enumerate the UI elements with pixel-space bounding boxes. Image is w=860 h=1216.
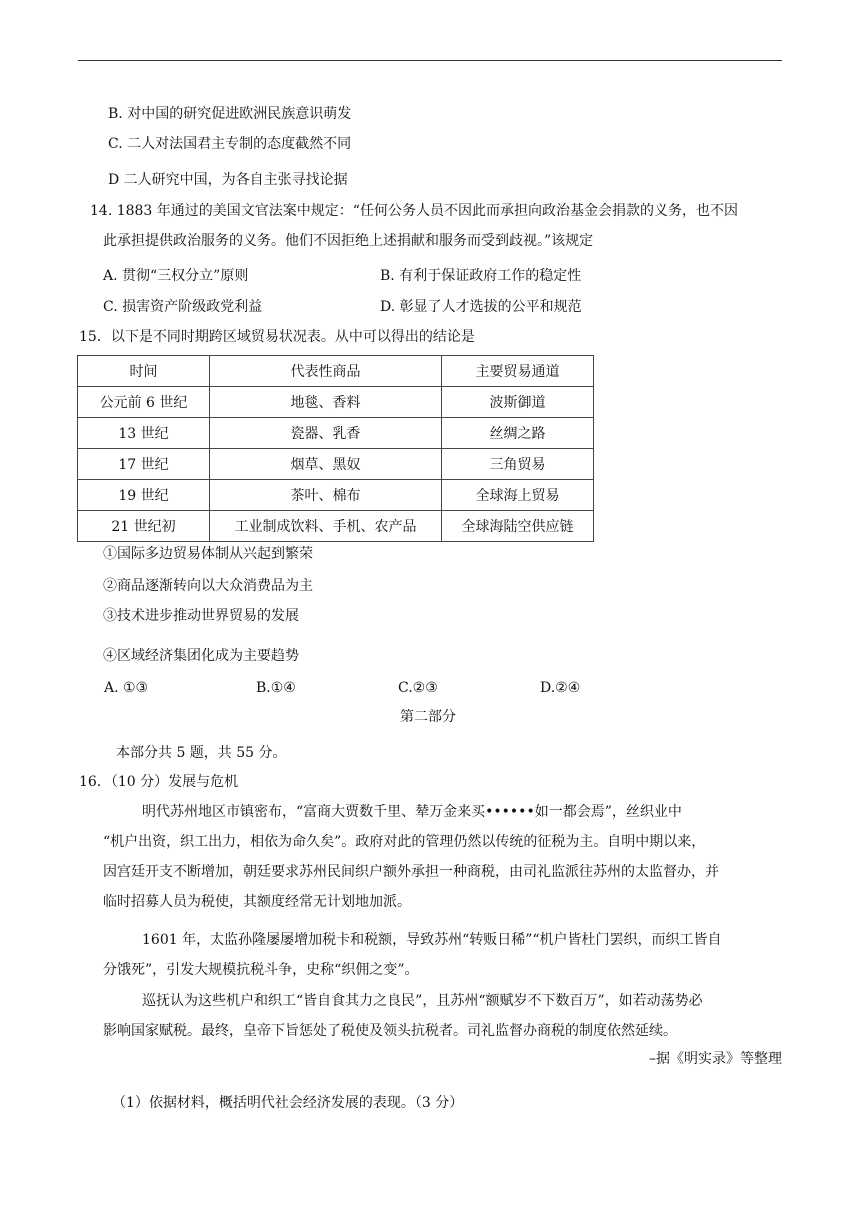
q15-stem: 15．以下是不同时期跨区域贸易状况表。从中可以得出的结论是 bbox=[79, 329, 475, 345]
table-cell: 17 世纪 bbox=[78, 449, 210, 480]
q15-option-a: A. ①③ bbox=[104, 680, 149, 696]
q13-option-d: D 二人研究中国，为各自主张寻找论据 bbox=[108, 172, 348, 188]
table-row bbox=[78, 480, 594, 511]
table-cell: 烟草、黑奴 bbox=[210, 449, 442, 480]
q16-p3-line1: 巡抚认为这些机户和织工“皆自食其力之良民”，且苏州“额赋岁不下数百万”，如若动荡势必 bbox=[142, 993, 703, 1009]
table-header-row bbox=[78, 356, 594, 387]
table-header: 主要贸易通道 bbox=[442, 356, 594, 387]
q16-p2-line2: 分饿死”，引发大规模抗税斗争，史称“织佣之变”。 bbox=[103, 962, 419, 978]
q15-statement-2: ②商品逐渐转向以大众消费品为主 bbox=[103, 578, 313, 594]
table-row bbox=[78, 511, 594, 542]
table-cell: 全球海上贸易 bbox=[442, 480, 594, 511]
table-cell: 丝绸之路 bbox=[442, 418, 594, 449]
q16-p1-line1: 明代苏州地区市镇密布，“富商大贾数千里、辇万金来买••••••如一都会焉”，丝织业中 bbox=[142, 804, 682, 820]
q15-option-c: C.②③ bbox=[398, 680, 438, 696]
table-cell: 茶叶、棉布 bbox=[210, 480, 442, 511]
q16-p1-line4: 临时招募人员为税使，其额度经常无计划地加派。 bbox=[103, 894, 411, 910]
q14-option-c: C. 损害资产阶级政党利益 bbox=[103, 299, 263, 315]
part2-title: 第二部分 bbox=[400, 709, 456, 725]
q14-option-d: D. 彰显了人才选拔的公平和规范 bbox=[380, 299, 582, 315]
q15-option-d: D.②④ bbox=[540, 680, 581, 696]
q15-statement-3: ③技术进步推动世界贸易的发展 bbox=[103, 608, 299, 624]
table-cell: 21 世纪初 bbox=[78, 511, 210, 542]
table-cell: 工业制成饮料、手机、农产品 bbox=[210, 511, 442, 542]
table-cell: 19 世纪 bbox=[78, 480, 210, 511]
table-row bbox=[78, 418, 594, 449]
q16-p2-line1: 1601 年，太监孙隆屡屡增加税卡和税额，导致苏州“转贩日稀”“机户皆杜门罢织，而织工皆自 bbox=[142, 932, 722, 948]
table-cell: 全球海陆空供应链 bbox=[442, 511, 594, 542]
table-cell: 瓷器、乳香 bbox=[210, 418, 442, 449]
q14-stem-line1: 14. 1883 年通过的美国文官法案中规定：“任何公务人员不因此而承担向政治基金会捐款的义务，也不因 bbox=[90, 203, 738, 219]
table-cell: 地毯、香料 bbox=[210, 387, 442, 418]
q16-sub-question-1: （1）依据材料，概括明代社会经济发展的表现。（3 分） bbox=[112, 1095, 464, 1111]
table-cell: 波斯御道 bbox=[442, 387, 594, 418]
q14-option-a: A. 贯彻“三权分立”原则 bbox=[103, 268, 249, 284]
q16-p1-line2: “机户出资，织工出力，相依为命久矣”。政府对此的管理仍然以传统的征税为主。自明中期以来， bbox=[103, 834, 706, 850]
table-header: 时间 bbox=[78, 356, 210, 387]
q14-stem-line2: 此承担提供政治服务的义务。他们不因拒绝上述捐献和服务而受到歧视。”该规定 bbox=[103, 233, 594, 249]
table-header: 代表性商品 bbox=[210, 356, 442, 387]
q16-source: –据《明实录》等整理 bbox=[649, 1051, 782, 1067]
header-rule bbox=[78, 60, 782, 61]
q15-option-b: B.①④ bbox=[256, 680, 296, 696]
q15-statement-1: ①国际多边贸易体制从兴起到繁荣 bbox=[103, 546, 313, 562]
table-cell: 13 世纪 bbox=[78, 418, 210, 449]
part2-intro: 本部分共 5 题，共 55 分。 bbox=[116, 745, 287, 761]
table-cell: 公元前 6 世纪 bbox=[78, 387, 210, 418]
q13-option-b: B. 对中国的研究促进欧洲民族意识萌发 bbox=[108, 106, 352, 122]
trade-table bbox=[77, 355, 594, 542]
q16-p1-line3: 因宫廷开支不断增加，朝廷要求苏州民间织户额外承担一种商税，由司礼监派往苏州的太监督办，并 bbox=[103, 864, 719, 880]
q13-option-c: C. 二人对法国君主专制的态度截然不同 bbox=[108, 136, 352, 152]
table-row bbox=[78, 387, 594, 418]
table-cell: 三角贸易 bbox=[442, 449, 594, 480]
q15-statement-4: ④区域经济集团化成为主要趋势 bbox=[103, 648, 299, 664]
table-row bbox=[78, 449, 594, 480]
q16-heading: 16．（10 分）发展与危机 bbox=[79, 774, 239, 790]
q16-p3-line2: 影响国家赋税。最终，皇帝下旨惩处了税使及领头抗税者。司礼监督办商税的制度依然延续。 bbox=[103, 1023, 677, 1039]
q14-option-b: B. 有利于保证政府工作的稳定性 bbox=[380, 268, 582, 284]
